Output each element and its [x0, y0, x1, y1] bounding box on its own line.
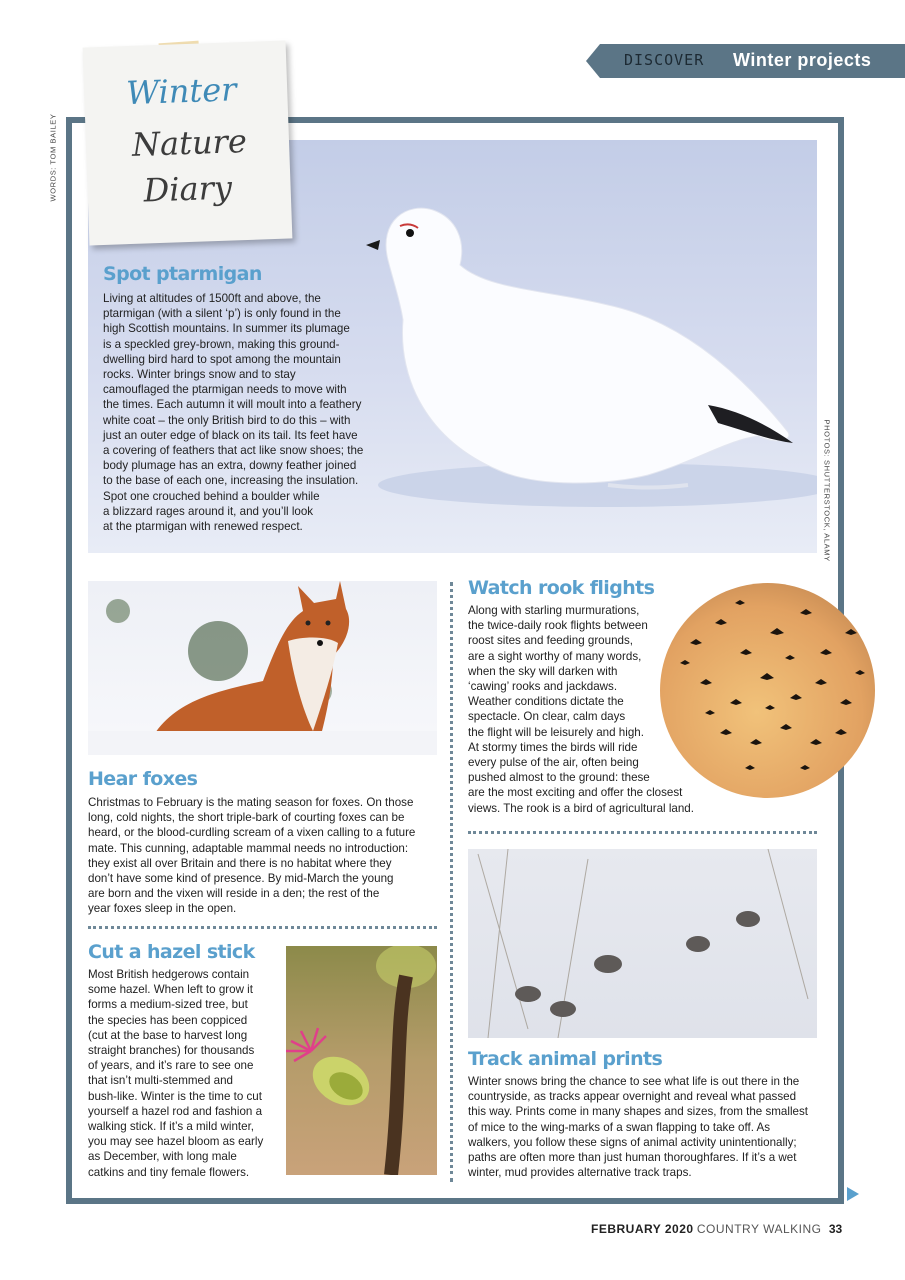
text-line: at the ptarmigan with renewed respect.: [103, 520, 303, 534]
text-line: pushed almost to the ground: these: [468, 771, 650, 785]
separator: [468, 831, 817, 834]
foxes-body: [88, 795, 438, 917]
text-line: that isn’t multi-stemmed and: [88, 1074, 233, 1088]
hazel-photo: [286, 946, 437, 1175]
tracks-illustration: [468, 849, 817, 1038]
text-line: to the base of each one, increasing the insulation.: [103, 474, 359, 488]
footer-date: FEBRUARY 2020: [591, 1222, 694, 1236]
text-line: as December, with long male: [88, 1150, 237, 1164]
ptarmigan-body: [103, 291, 403, 534]
text-line: white coat – the only British bird to do this – with: [103, 413, 351, 427]
section-title: Winter projects: [733, 50, 872, 70]
discover-label: DISCOVER: [624, 51, 705, 69]
text-line: is a speckled grey-brown, making this ground-: [103, 337, 340, 351]
text-line: some hazel. When left to grow it: [88, 983, 253, 997]
text-line: views. The rook is a bird of agricultural land.: [468, 801, 694, 815]
text-line: spectacle. On clear, calm days: [468, 710, 626, 724]
text-line: are the most exciting and offer the closest: [468, 786, 683, 800]
text-line: the species has been coppiced: [88, 1013, 248, 1027]
words-credit: WORDS: TOM BAILEY: [48, 113, 58, 202]
text-line: long, cold nights, the short triple-bark of courting foxes can be: [88, 811, 405, 825]
text-line: of mice to the wing-marks of a swan flapping to take off. As: [468, 1120, 771, 1134]
fox-photo: [88, 581, 437, 755]
text-line: year foxes sleep in the open.: [88, 902, 237, 916]
text-line: yourself a hazel rod and fashion a: [88, 1104, 263, 1118]
text-line: a blizzard rages around it, and you’ll look: [103, 504, 314, 518]
fox-illustration: [88, 581, 437, 755]
section-tab: [600, 44, 905, 78]
text-line: Most British hedgerows contain: [88, 968, 250, 981]
text-line: roost sites and feeding grounds,: [468, 634, 633, 648]
text-line: of years, and it’s rare to see one: [88, 1059, 254, 1073]
note-title-line-3: Diary: [142, 168, 233, 210]
text-line: the twice-daily rook flights between: [468, 619, 648, 633]
text-line: ‘cawing’ rooks and jackdaws.: [468, 680, 618, 694]
text-line: forms a medium-sized tree, but: [88, 998, 248, 1012]
end-arrow-icon: [847, 1187, 859, 1201]
note-title-line-1: Winter: [125, 70, 238, 113]
text-line: Weather conditions dictate the: [468, 695, 624, 709]
text-line: Spot one crouched behind a boulder while: [103, 489, 320, 503]
text-line: paths are often more than just human thoroughfares. If it’s a wet: [468, 1151, 797, 1165]
column-separator: [450, 582, 453, 1182]
text-line: walking stick. If it’s a mild winter,: [88, 1120, 255, 1134]
text-line: rocks. Winter brings snow and to stay: [103, 368, 296, 382]
text-line: bush-like. Winter is the time to cut: [88, 1089, 262, 1103]
tracks-body: [468, 1074, 818, 1180]
tracks-photo: [468, 849, 817, 1038]
text-line: high Scottish mountains. In summer its plumage: [103, 322, 350, 336]
foxes-heading: Hear foxes: [88, 768, 198, 790]
text-line: camouflaged the ptarmigan needs to move with: [103, 383, 347, 397]
text-line: walkers, you follow these signs of animal activity unintentionally;: [468, 1135, 797, 1149]
note-title-line-2: Nature: [131, 121, 248, 164]
title-note-card: [83, 41, 293, 246]
rook-flock-illustration: [660, 583, 875, 798]
footer-magazine: COUNTRY WALKING: [696, 1222, 822, 1236]
text-line: straight branches) for thousands: [88, 1044, 255, 1058]
text-line: heard, or the blood-curdling scream of a vixen calling to a future: [88, 826, 416, 840]
photos-credit: PHOTOS: SHUTTERSTOCK, ALAMY: [822, 419, 832, 562]
text-line: don’t have some kind of presence. By mid-March the young: [88, 872, 394, 886]
text-line: winter, mud provides alternative track traps.: [468, 1166, 692, 1180]
text-line: countryside, as tracks appear overnight and reveal what passed: [468, 1090, 797, 1104]
separator: [88, 926, 437, 929]
ptarmigan-heading: Spot ptarmigan: [103, 263, 262, 285]
text-line: Living at altitudes of 1500ft and above, the: [103, 292, 321, 305]
text-line: a covering of feathers that act like snow shoes; the: [103, 444, 364, 458]
text-line: are a sight worthy of many words,: [468, 649, 642, 663]
text-line: are born and the vixen will reside in a den; the rest of the: [88, 887, 380, 901]
hazel-heading: Cut a hazel stick: [88, 941, 255, 963]
text-line: ptarmigan (with a silent ‘p’) is only found in the: [103, 307, 341, 321]
text-line: (cut at the base to harvest long: [88, 1028, 248, 1042]
rooks-heading: Watch rook flights: [468, 577, 655, 599]
text-line: mate. This cunning, adaptable mammal needs no introduction:: [88, 841, 409, 855]
text-line: when the sky will darken with: [468, 664, 618, 678]
rook-photo: [660, 583, 875, 798]
text-line: catkins and tiny female flowers.: [88, 1165, 250, 1179]
text-line: the times. Each autumn it will moult into a feathery: [103, 398, 362, 412]
text-line: just an outer edge of black on its tail. Its feet have: [103, 428, 358, 442]
text-line: dwelling bird hard to spot among the mountain: [103, 352, 341, 366]
text-line: At stormy times the birds will ride: [468, 740, 638, 754]
tracks-heading: Track animal prints: [468, 1048, 663, 1070]
text-line: body plumage has an extra, downy feather joined: [103, 459, 357, 473]
text-line: you may see hazel bloom as early: [88, 1135, 264, 1149]
hazel-illustration: [286, 946, 437, 1175]
text-line: this way. Prints come in many shapes and sizes, from the smallest: [468, 1105, 808, 1119]
text-line: Christmas to February is the mating season for foxes. On those: [88, 796, 414, 809]
hazel-body: [88, 967, 283, 1180]
text-line: they exist all over Britain and there is no habitat where they: [88, 856, 392, 870]
text-line: every pulse of the air, often being: [468, 756, 639, 770]
page-footer: [591, 1222, 842, 1236]
text-line: Along with starling murmurations,: [468, 604, 640, 617]
text-line: the flight will be leisurely and high.: [468, 725, 644, 739]
text-line: Winter snows bring the chance to see what life is out there in the: [468, 1075, 800, 1088]
page-number: 33: [828, 1222, 843, 1236]
